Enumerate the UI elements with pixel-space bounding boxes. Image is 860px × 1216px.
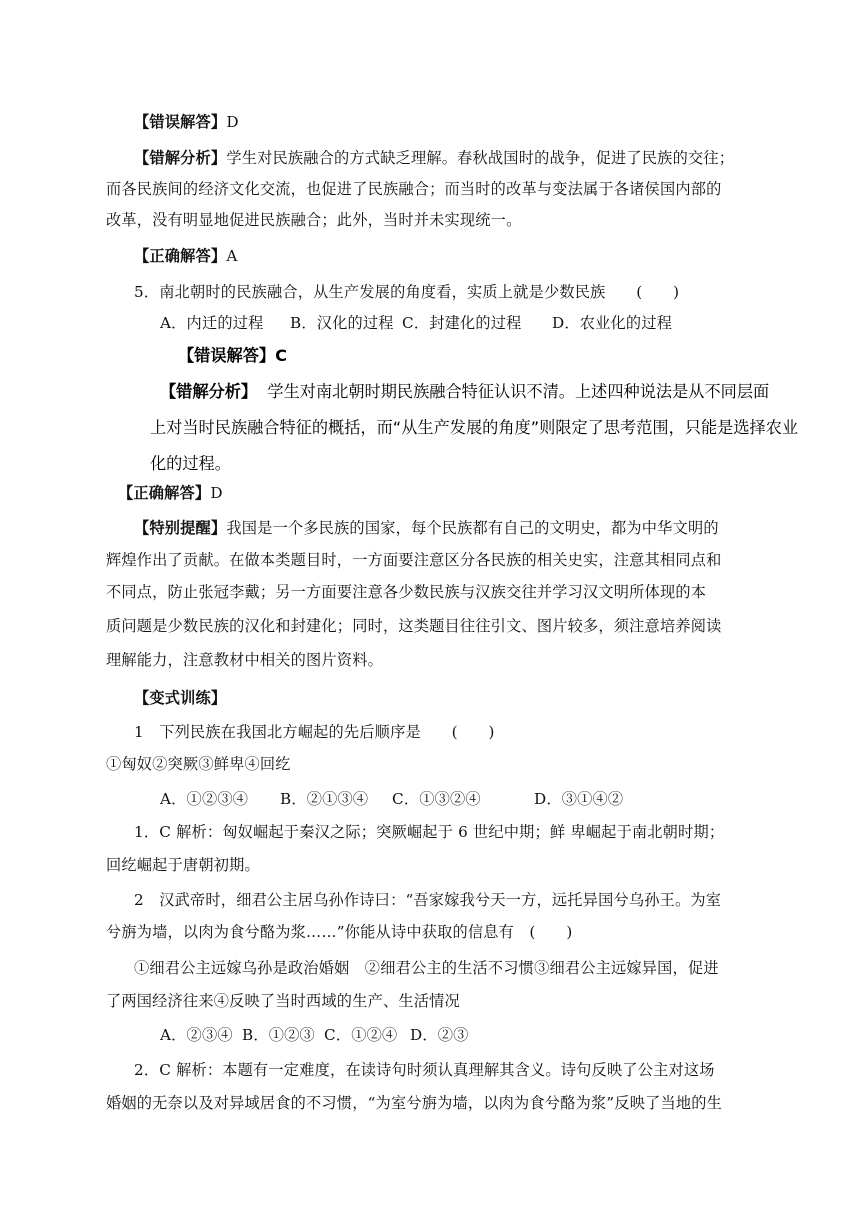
variant-q2-stem-line1: 2 汉武帝时，细君公主居乌孙作诗曰：“吾家嫁我兮天一方，远托异国兮乌孙王。为室 [134,891,722,909]
option-d: D．③①④② [534,790,624,808]
option-b: B．①②③ [242,1026,315,1044]
analysis-text-line2: 而各民族间的经济文化交流，也促进了民族融合；而当时的改革与变法属于各诸侯国内部的 [106,180,722,198]
correct-answer-value: A [226,247,238,265]
tip-line3: 不同点，防止张冠李戴；另一方面要注意各少数民族与汉族交往并学习汉文明所体现的本 [106,583,707,601]
wrong-answer-value: D [226,113,239,131]
variant-q2-explanation-line1: 2．C 解析：本题有一定难度，在读诗句时须认真理解其含义。诗句反映了公主对这场 [134,1061,715,1079]
q5-correct-answer-line [118,483,223,503]
q5-analysis-line3: 化的过程。 [150,454,231,473]
q5-wrong-label: 【错误解答】 [178,346,276,365]
option-d: D．②③ [410,1026,469,1044]
variant-q2-stem-line2: 兮旃为墙，以肉为食兮酪为浆……”你能从诗中获取的信息有 ( ) [106,923,573,941]
question-5-options [160,313,672,333]
analysis-text: 学生对民族融合的方式缺乏理解。春秋战国时的战争，促进了民族的交往； [226,149,735,167]
option-c: C．①③②④ [392,790,481,808]
variant-q2-explanation-line2: 婚姻的无奈以及对异域居食的不习惯，“为室兮旃为墙，以肉为食兮酪为浆”反映了当地的生 [106,1094,723,1112]
tip-label: 【特别提醒】 [134,519,227,537]
variant-q2-options [160,1025,469,1045]
q5-wrong-answer-line [178,340,287,372]
q5-analysis-line2: 上对当时民族融合特征的概括，而“从生产发展的角度”则限定了思考范围，只能是选择农业 [150,418,799,437]
variant-q1-stem: 1 下列民族在我国北方崛起的先后顺序是 ( ) [134,723,495,741]
variant-q1-items: ①匈奴②突厥③鲜卑④回纥 [106,755,291,773]
q5-wrong-value: C [275,346,288,365]
wrong-answer-label: 【错误解答】 [134,113,227,131]
option-b: B．②①③④ [280,790,369,808]
option-c: C．①②④ [324,1026,398,1044]
variant-q1-options [160,789,623,809]
q5-analysis-line1 [160,376,769,408]
variant-heading: 【变式训练】 [134,689,227,707]
tip-line4: 质问题是少数民族的汉化和封建化；同时，这类题目往往引文、图片较多，须注意培养阅读 [106,617,722,635]
correct-answer-label: 【正确解答】 [134,247,227,265]
analysis-label: 【错解分析】 [134,149,227,167]
option-d: D．农业化的过程 [552,314,673,332]
tip-line2: 辉煌作出了贡献。在做本类题目时，一方面要注意区分各民族的相关史实，注意其相同点和 [106,551,722,569]
correct-answer-line [134,246,238,266]
tip-line5: 理解能力，注意教材中相关的图片资料。 [106,651,383,669]
wrong-answer-line [134,112,239,132]
q5-correct-value: D [210,484,223,502]
question-5-stem: 5．南北朝时的民族融合，从生产发展的角度看，实质上就是少数民族 ( ) [134,283,680,301]
option-a: A．内迁的过程 [160,314,264,332]
tip-text: 我国是一个多民族的国家，每个民族都有自己的文明史，都为中华文明的 [226,519,719,537]
variant-q1-explanation-line2: 回纥崛起于唐朝初期。 [106,856,260,874]
q5-analysis-label: 【错解分析】 [160,382,258,401]
variant-q2-items-line2: 了两国经济往来④反映了当时西域的生产、生活情况 [106,992,460,1010]
option-a: A．①②③④ [160,790,249,808]
q5-correct-label: 【正确解答】 [118,484,211,502]
variant-q1-explanation-line1: 1．C 解析：匈奴崛起于秦汉之际；突厥崛起于 6 世纪中期；鲜 卑崛起于南北朝时期； [134,823,725,841]
q5-analysis-text: 学生对南北朝时期民族融合特征认识不清。上述四种说法是从不同层面 [267,382,770,401]
option-b: B．汉化的过程 [290,314,394,332]
analysis-text-line3: 改革，没有明显地促进民族融合；此外，当时并未实现统一。 [106,211,522,229]
option-c: C．封建化的过程 [402,314,522,332]
analysis-line [134,148,734,168]
tip-line1 [134,518,719,538]
variant-q2-items-line1: ①细君公主远嫁乌孙是政治婚姻 ②细君公主的生活不习惯③细君公主远嫁异国，促进 [134,959,719,977]
option-a: A．②③④ [160,1026,233,1044]
